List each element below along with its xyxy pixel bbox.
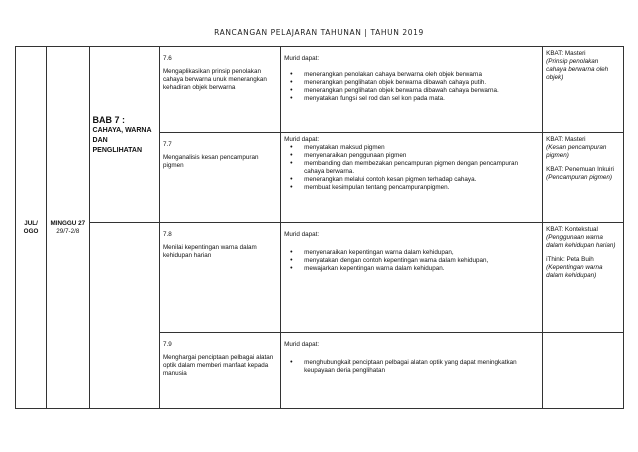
objectives-list [284,249,539,273]
list-item: • mewajarkan kepentingan warna dalam kehidupan. [304,265,539,273]
standard-text: Menghargai penciptaan pelbagai alatan optik dalam memberi manfaat kepada manusia [162,354,274,377]
unit-cell [89,47,159,223]
standard-code: 7.8 [162,231,172,238]
unit-cell-empty [89,223,159,409]
kbat-label: KBAT: Masteri [546,136,586,143]
objectives-intro: Murid dapat: [284,55,320,62]
week-dates: 29/7-2/8 [56,227,80,235]
objectives-cell [281,223,543,333]
list-item: • menghubungkait penciptaan pelbagai alatan optik yang dapat meningkatkan keupayaan deria penglihatan [304,359,539,375]
objectives-intro: Murid dapat: [284,341,320,348]
standard-code: 7.9 [162,341,172,348]
standard-text: Menilai kepentingan warna dalam kehidupan harian [162,244,257,259]
objectives-list [284,144,539,192]
kbat-detail: (Kesan pencampuran pigmen) [546,144,607,159]
unit-name: CAHAYA, WARNA DAN PENGLIHATAN [92,126,152,154]
kbat-detail: (Pencampuran pigmen) [546,174,612,181]
objectives-cell [281,47,543,133]
standard-cell [159,333,280,409]
table-row [16,47,624,133]
kbat-detail: (Penggunaan warna dalam kehidupan harian) [546,234,616,249]
objectives-list [284,71,539,103]
kbat-detail: (Kepentingan warna dalam kehidupan) [546,264,603,279]
list-item: • membuat kesimpulan tentang pencampuranpigmen. [304,184,539,192]
list-item: • menerangkan penglihatan objek berwarna dibawah cahaya putih. [304,79,539,87]
standard-code: 7.6 [162,55,172,62]
standard-cell [159,47,280,133]
table-row [16,223,624,333]
kbat-cell [543,223,624,333]
kbat-cell [543,133,624,223]
list-item: • menyatakan maksud pigmen [304,144,539,152]
kbat-label: KBAT: Masteri [546,50,586,57]
month-cell: JUL/ OGO [16,47,47,409]
standard-text: Mengaplikasikan prinsip penolakan cahaya berwarna unuk menerangkan kehadiran objek berwarna [162,68,267,91]
week-cell [47,47,89,409]
lesson-plan-table [15,46,624,409]
objectives-cell [281,133,543,223]
standard-text: Menganalisis kesan pencampuran pigmen [162,154,259,169]
objectives-cell [281,333,543,409]
kbat-detail: (Prinsip penolakan cahaya berwarna oleh objek) [546,58,609,81]
kbat-cell [543,333,624,409]
objectives-list [284,359,539,375]
list-item: • membanding dan membezakan pencampuran pigmen dengan pencampuran cahaya berwarna. [304,160,539,176]
standard-cell [159,133,280,223]
list-item: • menyenaraikan penggunaan pigmen [304,152,539,160]
list-item: • menerangkan penglihatan objek berwarna dibawah cahaya berwarna. [304,87,539,95]
kbat-label: KBAT: Penemuan Inkuiri [546,166,614,173]
list-item: • menerangkan penolakan cahaya berwarna oleh objek berwarna [304,71,539,79]
list-item: • menyatakan dengan contoh kepentingan warna dalam kehidupan, [304,257,539,265]
list-item: • menerangkan melalui contoh kesan pigmen terhadap cahaya. [304,176,539,184]
document-title: RANCANGAN PELAJARAN TAHUNAN | TAHUN 2019 [214,28,424,37]
kbat-cell [543,47,624,133]
kbat-label: KBAT: Kontekstual [546,226,598,233]
objectives-intro: Murid dapat: [284,231,320,238]
list-item: • menyenaraikan kepentingan warna dalam kehidupan, [304,249,539,257]
week-label: MINGGU 27 [50,219,86,227]
unit-number: BAB 7 : [92,114,126,125]
kbat-label: iThink: Peta Buih [546,256,594,263]
objectives-intro: Murid dapat: [284,136,320,143]
list-item: • menyatakan fungsi sel rod dan sel kon pada mata. [304,95,539,103]
standard-code: 7.7 [162,141,172,148]
standard-cell [159,223,280,333]
